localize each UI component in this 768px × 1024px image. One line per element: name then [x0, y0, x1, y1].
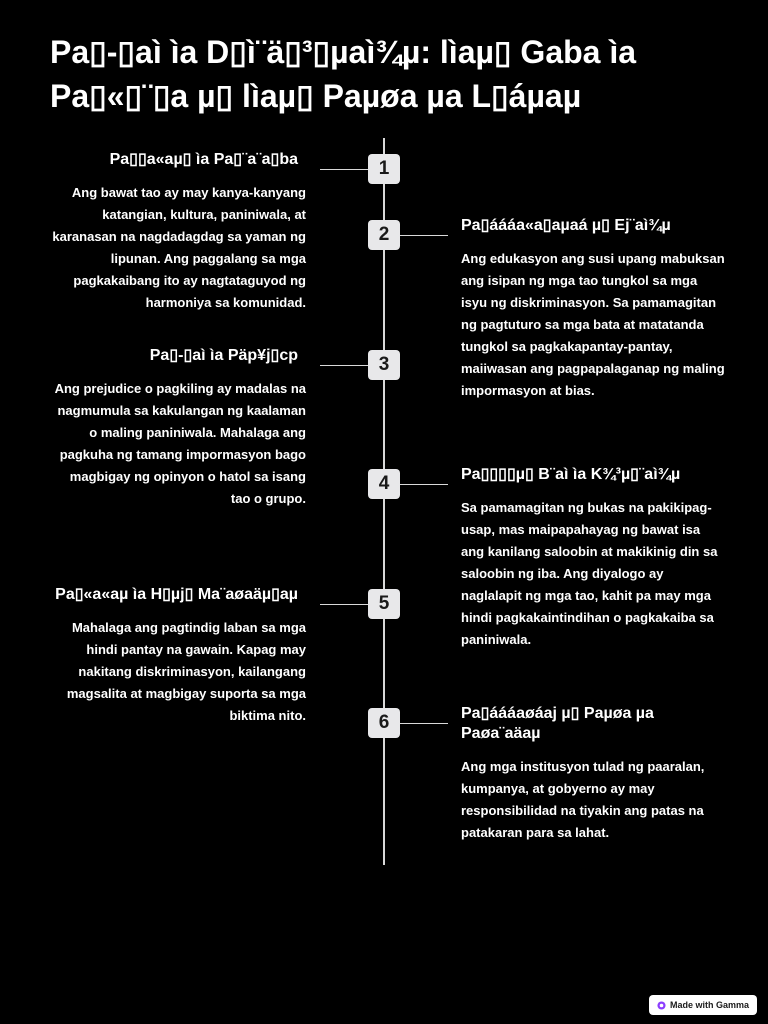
- timeline-item: [50, 585, 306, 727]
- step-number-badge: 2: [368, 220, 400, 250]
- timeline-item-body: Sa pamamagitan ng bukas na pakikipag-usap, mas maipapahayag ng bawat isa ang kanilang saloobin at makikinig din sa saloobin ng iba. Ang diyalogo ay naglalapit ng mga tao, kahit pa may mga hindi pagkakaintindihan o pagkakaiba sa paniniwala.: [461, 500, 718, 647]
- step-number-badge: 4: [368, 469, 400, 499]
- step-number-badge: 5: [368, 589, 400, 619]
- gamma-logo-icon: [657, 1001, 666, 1010]
- timeline-item: [50, 346, 306, 510]
- timeline-item-body: Ang mga institusyon tulad ng paaralan, kumpanya, at gobyerno ay may responsibilidad na tiyakin ang patas na patakaran para sa lahat.: [461, 759, 705, 840]
- step-number-badge: 3: [368, 350, 400, 380]
- timeline-item: [461, 704, 726, 844]
- timeline-connector: [320, 365, 368, 366]
- timeline-item-heading: Pa▯áááa«a▯aµaá µ▯ Ej¨aì¾µ: [461, 217, 671, 234]
- step-number-badge: 1: [368, 154, 400, 184]
- timeline-item-body: Ang edukasyon ang susi upang mabuksan ang isipan ng mga tao tungkol sa mga isyu ng diskriminasyon. Sa pamamagitan ng pagtuturo sa mga bata at matatanda tungkol sa pagkakapantay-pantay, maiiwasan ang pagpapalaganap ng maling impormasyon at bias.: [461, 251, 725, 398]
- timeline-item-heading: Pa▯áááaøáaj µ▯ Paµøa µa Paøa¨aäaµ: [461, 705, 654, 742]
- timeline-item-body: Ang prejudice o pagkiling ay madalas na nagmumula sa kakulangan ng kaalaman o maling paniniwala. Mahalaga ang pagkuha ng tamang impormasyon bago magbigay ng opinyon o hatol sa isang tao o grupo.: [54, 381, 306, 506]
- made-with-gamma-label: Made with Gamma: [669, 1000, 750, 1010]
- timeline-item-body: Mahalaga ang pagtindig laban sa mga hindi pantay na gawain. Kapag may nakitang diskriminasyon, kailangang magsalita at magbigay suporta sa mga biktima nito.: [66, 620, 306, 723]
- timeline-connector: [400, 723, 448, 724]
- timeline-connector: [400, 484, 448, 485]
- timeline-connector: [320, 169, 368, 170]
- made-with-gamma-badge[interactable]: [649, 995, 757, 1015]
- step-number-badge: 6: [368, 708, 400, 738]
- timeline-item-heading: Pa▯-▯aì ìa Päp¥j▯cp: [149, 347, 298, 364]
- timeline-item-heading: Pa▯«a«aµ ìa H▯µj▯ Ma¨aøaäµ▯aµ: [55, 586, 298, 603]
- timeline-item: [461, 216, 726, 402]
- timeline-connector: [400, 235, 448, 236]
- timeline-item-body: Ang bawat tao ay may kanya-kanyang katangian, kultura, paniniwala, at karanasan na nagdadagdag sa yaman ng lipunan. Ang paggalang sa mga pagkakaibang ito ay nagtataguyod ng harmoniya sa komunidad.: [52, 185, 306, 310]
- timeline-item-heading: Pa▯▯a«aµ▯ ìa Pa▯¨a¨a▯ba: [109, 151, 298, 168]
- page-title: Pa▯-▯aì ìa D▯ì¨ä▯³▯µaì¾µ: lìaµ▯ Gaba ìa Pa▯«▯¨▯a µ▯ lìaµ▯ Paµøa µa L▯áµaµ: [50, 34, 637, 114]
- timeline-item: [50, 150, 306, 314]
- timeline-connector: [320, 604, 368, 605]
- timeline-item: [461, 465, 726, 651]
- timeline-item-heading: Pa▯▯▯▯µ▯ B¨aì ìa K¾³µ▯¨aì¾µ: [461, 466, 681, 483]
